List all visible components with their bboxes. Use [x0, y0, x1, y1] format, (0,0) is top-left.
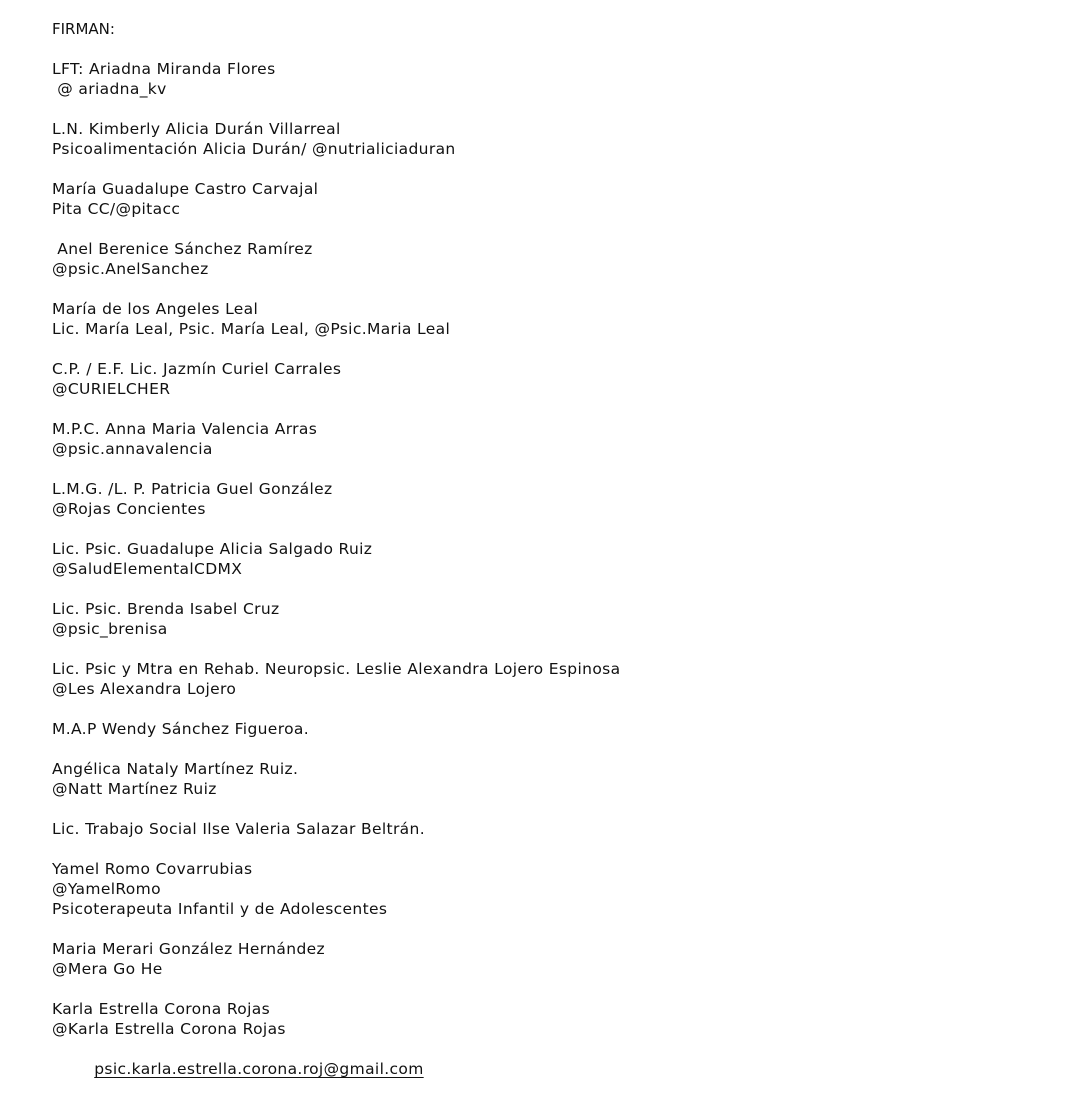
- signatory-entry-7: [52, 419, 1052, 459]
- signatory-name: Lic. Psic. Brenda Isabel Cruz: [52, 600, 280, 618]
- signatory-entry-1: [52, 59, 1052, 99]
- signatory-entry-11: [52, 659, 1052, 699]
- signatory-entry-3: [52, 179, 1052, 219]
- signatory-name: Lic. Psic. Guadalupe Alicia Salgado Ruiz: [52, 540, 373, 558]
- signatory-name: L.N. Kimberly Alicia Durán Villarreal: [52, 120, 341, 138]
- signatory-handle: Pita CC/@pitacc: [52, 200, 181, 218]
- signatory-name: Lic. Trabajo Social Ilse Valeria Salazar Beltrán.: [52, 820, 425, 838]
- signatory-entry-6: [52, 359, 1052, 399]
- signatory-name: Yamel Romo Covarrubias: [52, 860, 253, 878]
- signatory-handle: @Mera Go He: [52, 960, 163, 978]
- signatory-entry-10: [52, 599, 1052, 639]
- signatory-name: M.P.C. Anna Maria Valencia Arras: [52, 420, 318, 438]
- signatory-entry-15: [52, 859, 1052, 919]
- signatory-list: [52, 59, 1052, 1078]
- signatory-handle: @psic_brenisa: [52, 620, 168, 638]
- signatory-handle: @Rojas Concientes: [52, 500, 206, 518]
- signatory-handle: Psicoalimentación Alicia Durán/ @nutrialiciaduran: [52, 140, 456, 158]
- signatory-entry-8: [52, 479, 1052, 519]
- document-heading: FIRMAN:: [52, 20, 115, 38]
- signatory-name: María Guadalupe Castro Carvajal: [52, 180, 319, 198]
- signatory-handle: @Karla Estrella Corona Rojas: [52, 1020, 286, 1038]
- signatory-handle: @Natt Martínez Ruiz: [52, 780, 217, 798]
- signatory-name: Lic. Psic y Mtra en Rehab. Neuropsic. Leslie Alexandra Lojero Espinosa: [52, 660, 621, 678]
- signatory-entry-14: [52, 819, 1052, 839]
- signatory-name: C.P. / E.F. Lic. Jazmín Curiel Carrales: [52, 360, 342, 378]
- signatory-handle: @Les Alexandra Lojero: [52, 680, 237, 698]
- signatory-entry-17: [52, 999, 1052, 1078]
- signatory-handle: @ ariadna_kv: [52, 80, 167, 98]
- signatory-name: María de los Angeles Leal: [52, 300, 259, 318]
- signatory-entry-16: [52, 939, 1052, 979]
- signatory-name: Angélica Nataly Martínez Ruiz.: [52, 760, 299, 778]
- signatory-entry-9: [52, 539, 1052, 579]
- signatory-name: Maria Merari González Hernández: [52, 940, 326, 958]
- signatory-handle: @SaludElementalCDMX: [52, 560, 243, 578]
- signatory-name: L.M.G. /L. P. Patricia Guel González: [52, 480, 333, 498]
- email-link[interactable]: psic.karla.estrella.corona.roj@gmail.com: [94, 1060, 424, 1078]
- signatory-title: Psicoterapeuta Infantil y de Adolescentes: [52, 900, 388, 918]
- signatory-name: Anel Berenice Sánchez Ramírez: [52, 240, 313, 258]
- signatory-name: M.A.P Wendy Sánchez Figueroa.: [52, 720, 310, 738]
- signatory-handle: @psic.annavalencia: [52, 440, 213, 458]
- signatory-entry-4: [52, 239, 1052, 279]
- signatory-handle: @CURIELCHER: [52, 380, 171, 398]
- signatory-handle: @YamelRomo: [52, 880, 161, 898]
- signatory-handle: Lic. María Leal, Psic. María Leal, @Psic.Maria Leal: [52, 320, 451, 338]
- signatory-entry-5: [52, 299, 1052, 339]
- signatory-entry-13: [52, 759, 1052, 799]
- signatory-entry-2: [52, 119, 1052, 159]
- signatories-document: [52, 19, 1052, 1079]
- signatory-name: LFT: Ariadna Miranda Flores: [52, 60, 276, 78]
- signatory-handle: @psic.AnelSanchez: [52, 260, 209, 278]
- signatory-entry-12: [52, 719, 1052, 739]
- signatory-name: Karla Estrella Corona Rojas: [52, 1000, 271, 1018]
